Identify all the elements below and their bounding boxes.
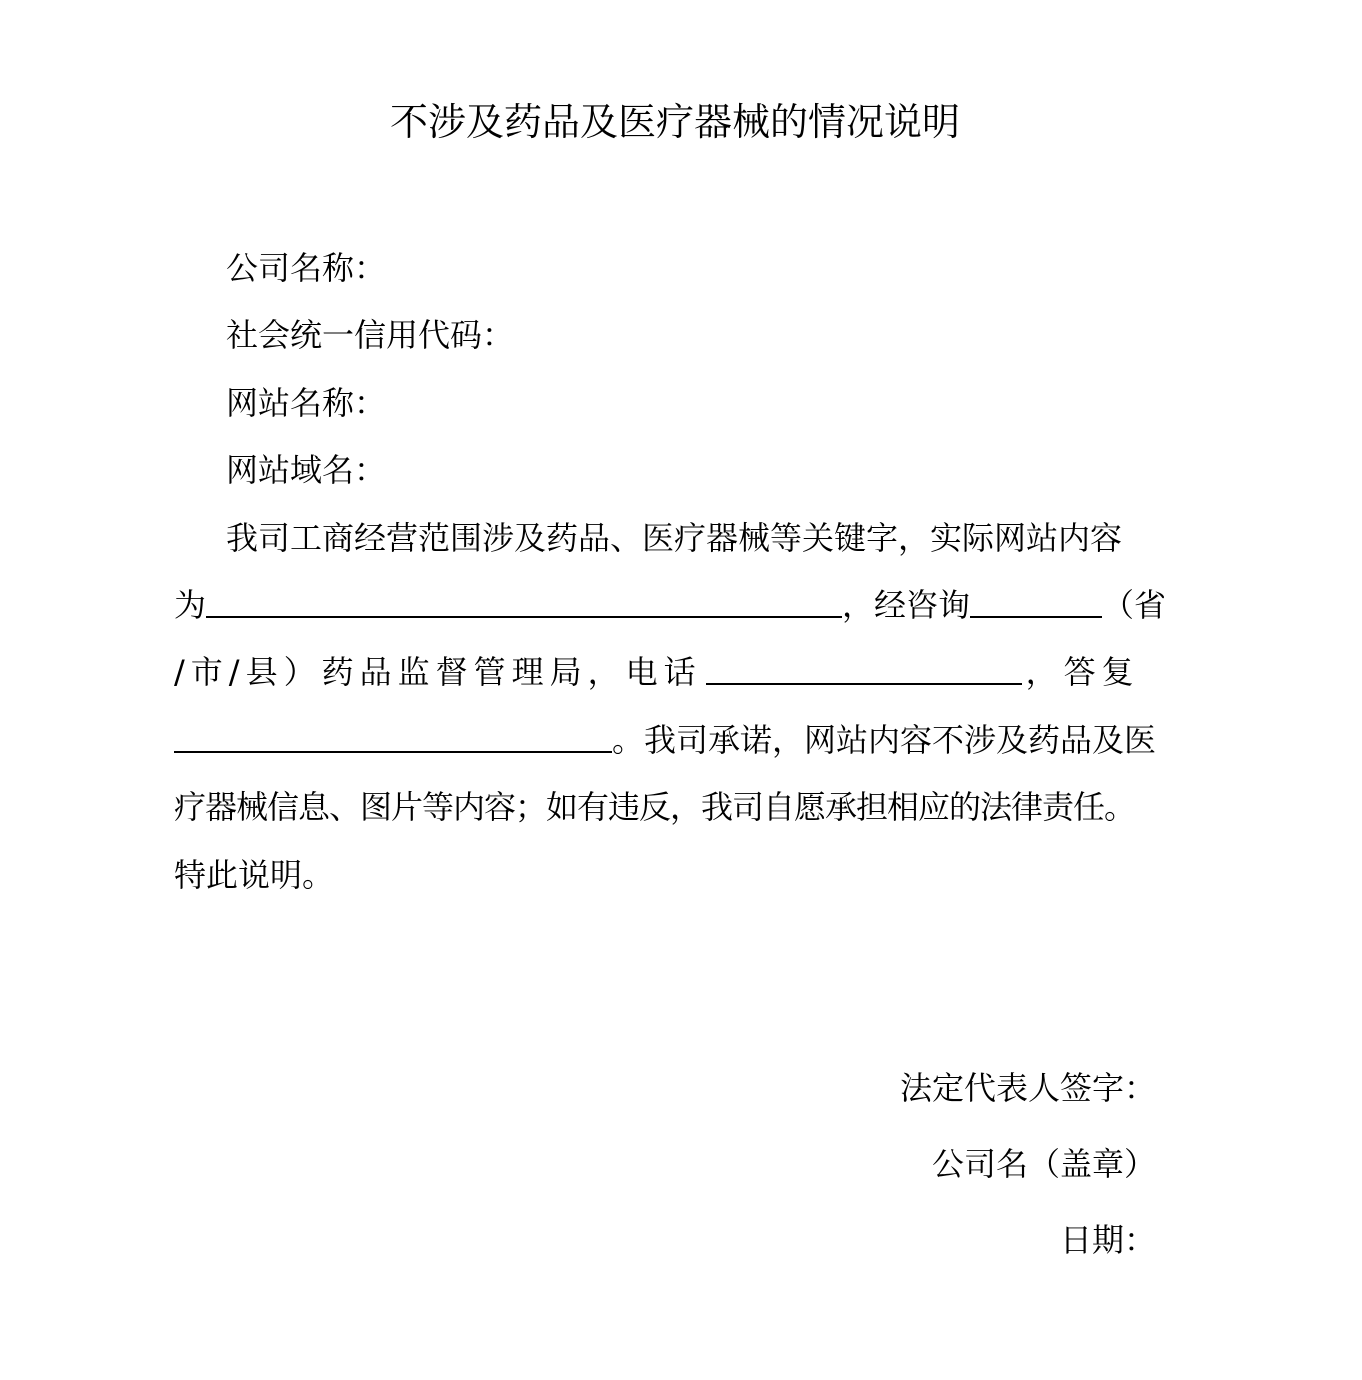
reply-blank	[174, 721, 612, 753]
statement-line-2-prefix: 为	[174, 586, 207, 624]
date-label: 日期：	[1059, 1221, 1156, 1259]
document-title: 不涉及药品及医疗器械的情况说明	[389, 100, 960, 144]
statement-line-2	[174, 583, 1166, 627]
website-name-label: 网站名称：	[226, 384, 387, 422]
statement-line-3-suffix: ，答复	[1025, 653, 1140, 691]
statement-line-6: 特此说明。	[174, 856, 335, 894]
statement-line-4-suffix: 。我司承诺，网站内容不涉及药品及医	[612, 721, 1157, 759]
company-name-label: 公司名称：	[226, 249, 387, 287]
company-seal-label: 公司名（盖章）	[931, 1145, 1156, 1183]
statement-line-3	[174, 650, 1140, 694]
statement-line-2-suffix: （省	[1102, 586, 1167, 624]
statement-line-4	[174, 718, 1156, 762]
website-content-blank	[206, 586, 842, 618]
statement-line-5: 疗器械信息、图片等内容；如有违反，我司自愿承担相应的法律责任。	[174, 788, 1136, 826]
statement-line-2-mid: ，经咨询	[842, 586, 971, 624]
statement-line-1: 我司工商经营范围涉及药品、医疗器械等关键字，实际网站内容	[226, 519, 1123, 557]
website-domain-label: 网站域名：	[226, 451, 387, 489]
credit-code-label: 社会统一信用代码：	[226, 316, 515, 354]
phone-blank	[706, 653, 1022, 685]
statement-line-3-prefix: /市/县）药品监督管理局，电话	[174, 653, 702, 691]
legal-representative-signature-label: 法定代表人签字：	[899, 1069, 1156, 1107]
region-blank	[970, 586, 1102, 618]
